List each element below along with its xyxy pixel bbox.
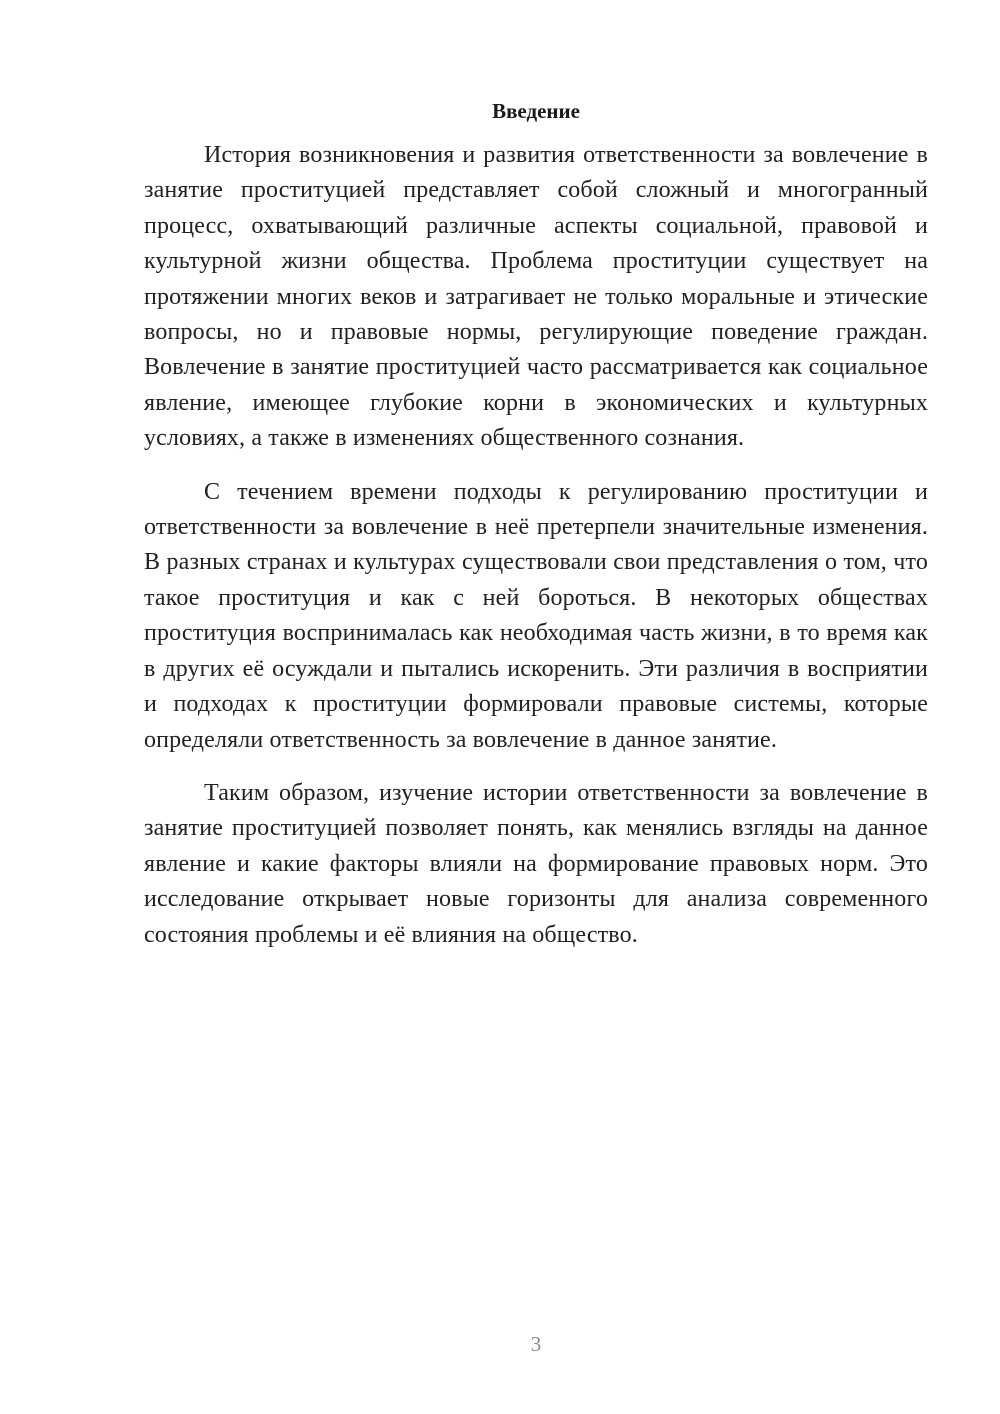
paragraph-2: С течением времени подходы к регулированию проституции и ответственности за вовлечение в неё претерпели значительные изменения. В разных странах и культурах существовали свои представления о том, что такое проституция и как с ней бороться. В некоторых обществах проституция воспринималась как необходимая часть жизни, в то время как в других её осуждали и пытались искоренить. Эти различия в восприятии и подходах к проституции формировали правовые системы, которые определяли ответственность за вовлечение в данное занятие. <box>144 478 928 753</box>
paragraph-1: История возникновения и развития ответственности за вовлечение в занятие проституцией представляет собой сложный и многогранный процесс, охватывающий различные аспекты социальной, правовой и культурной жизни общества. Проблема проституции существует на протяжении многих веков и затрагивает не только моральные и этические вопросы, но и правовые нормы, регулирующие поведение граждан. Вовлечение в занятие проституцией часто рассматривается как социальное явление, имеющее глубокие корни в экономических и культурных условиях, а также в изменениях общественного сознания. <box>144 142 928 452</box>
section-title: Введение <box>492 99 580 123</box>
page-content <box>144 96 928 953</box>
paragraph-3: Таким образом, изучение истории ответственности за вовлечение в занятие проституцией позволяет понять, как менялись взгляды на данное явление и какие факторы влияли на формирование правовых норм. Это исследование открывает новые горизонты для анализа современного состояния проблемы и её влияния на общество. <box>144 779 928 948</box>
paragraph-spacer <box>144 758 928 776</box>
paragraph-spacer <box>144 457 928 475</box>
page-number: 3 <box>530 1332 542 1356</box>
